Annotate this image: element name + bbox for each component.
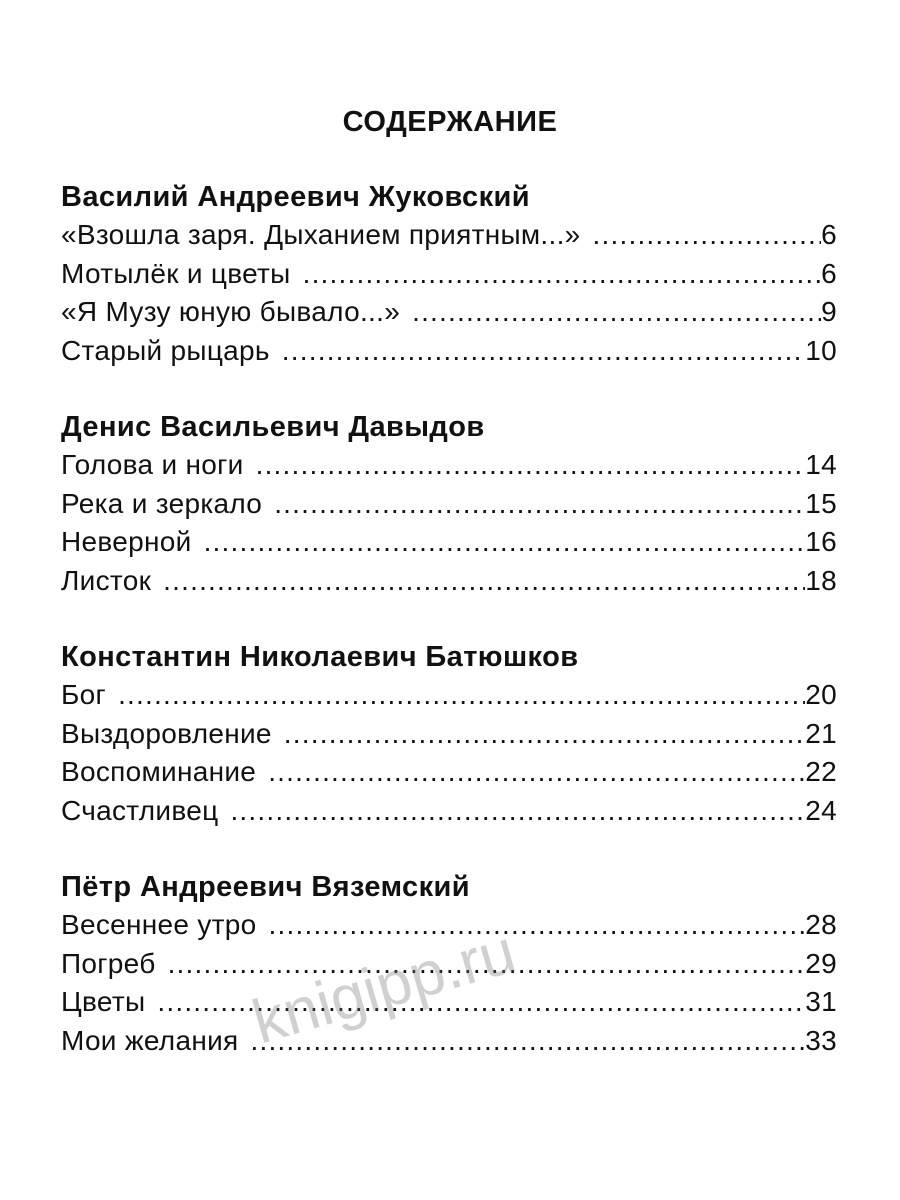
entry-title: Листок bbox=[61, 564, 152, 596]
dot-leader bbox=[163, 562, 805, 601]
dot-leader bbox=[269, 906, 806, 945]
toc-entry[interactable] bbox=[61, 792, 837, 831]
toc-entry[interactable] bbox=[61, 906, 837, 945]
toc-entry[interactable] bbox=[61, 676, 837, 715]
entry-page-number: 10 bbox=[805, 334, 837, 366]
watermark: knigipp.ru bbox=[245, 916, 523, 1058]
entry-page-number: 15 bbox=[805, 487, 837, 519]
dot-leader bbox=[303, 255, 822, 294]
entry-title: Река и зеркало bbox=[61, 487, 263, 519]
entry-page-number: 6 bbox=[821, 219, 837, 250]
toc-entry[interactable] bbox=[61, 945, 837, 984]
entry-page-number: 6 bbox=[821, 257, 837, 289]
toc-entry[interactable] bbox=[61, 485, 837, 524]
entry-title: Голова и ноги bbox=[61, 449, 244, 480]
entry-title: Воспоминание bbox=[61, 756, 257, 787]
toc-entry[interactable] bbox=[61, 562, 837, 601]
entry-title: Погреб bbox=[61, 947, 156, 979]
author-heading: Константин Николаевич Батюшков bbox=[61, 641, 579, 673]
entry-title: Счастливец bbox=[61, 794, 219, 826]
entry-title: Бог bbox=[61, 679, 107, 710]
toc-entry[interactable] bbox=[61, 332, 837, 371]
dot-leader bbox=[157, 983, 805, 1022]
entry-page-number: 21 bbox=[805, 717, 837, 749]
entry-page-number: 24 bbox=[805, 794, 837, 826]
toc-entry[interactable] bbox=[61, 523, 837, 562]
dot-leader bbox=[412, 293, 821, 332]
entry-title: Цветы bbox=[61, 986, 146, 1017]
dot-leader bbox=[250, 1022, 805, 1061]
toc-entry[interactable] bbox=[61, 216, 837, 255]
entry-page-number: 29 bbox=[805, 947, 837, 979]
entry-title: Неверной bbox=[61, 526, 192, 557]
entry-page-number: 33 bbox=[805, 1024, 837, 1056]
toc-section bbox=[61, 868, 837, 1060]
toc-entry[interactable] bbox=[61, 293, 837, 332]
dot-leader bbox=[593, 216, 822, 255]
dot-leader bbox=[282, 332, 805, 371]
entry-title: Выздоровление bbox=[61, 717, 272, 749]
toc-entry[interactable] bbox=[61, 715, 837, 754]
dot-leader bbox=[118, 676, 805, 715]
toc-section bbox=[61, 178, 837, 370]
entry-title: Старый рыцарь bbox=[61, 334, 270, 366]
toc-section bbox=[61, 408, 837, 600]
toc-entry[interactable] bbox=[61, 753, 837, 792]
toc-entry[interactable] bbox=[61, 983, 837, 1022]
dot-leader bbox=[256, 446, 806, 485]
entry-page-number: 20 bbox=[805, 679, 837, 710]
toc-entry[interactable] bbox=[61, 255, 837, 294]
entry-page-number: 31 bbox=[805, 986, 837, 1017]
toc-entry[interactable] bbox=[61, 1022, 837, 1061]
author-heading: Денис Васильевич Давыдов bbox=[61, 411, 485, 443]
entry-title: Мои желания bbox=[61, 1024, 239, 1056]
entry-page-number: 14 bbox=[805, 449, 837, 480]
toc-entry[interactable] bbox=[61, 446, 837, 485]
toc-section bbox=[61, 638, 837, 830]
author-heading: Пётр Андреевич Вяземский bbox=[61, 871, 470, 903]
entry-page-number: 22 bbox=[805, 756, 837, 787]
dot-leader bbox=[284, 715, 805, 754]
dot-leader bbox=[204, 523, 806, 562]
dot-leader bbox=[274, 485, 805, 524]
entry-title: «Я Музу юную бывало...» bbox=[61, 296, 401, 327]
table-of-contents bbox=[61, 178, 837, 1098]
entry-page-number: 16 bbox=[805, 526, 837, 557]
entry-title: Весеннее утро bbox=[61, 909, 257, 940]
entry-page-number: 28 bbox=[805, 909, 837, 940]
author-heading: Василий Андреевич Жуковский bbox=[61, 181, 530, 213]
dot-leader bbox=[268, 753, 805, 792]
entry-page-number: 18 bbox=[805, 564, 837, 596]
entry-title: Мотылёк и цветы bbox=[61, 257, 291, 289]
dot-leader bbox=[230, 792, 805, 831]
entry-page-number: 9 bbox=[821, 296, 837, 327]
dot-leader bbox=[168, 945, 806, 984]
page-title: СОДЕРЖАНИЕ bbox=[342, 106, 558, 138]
entry-title: «Взошла заря. Дыханием приятным...» bbox=[61, 219, 581, 250]
